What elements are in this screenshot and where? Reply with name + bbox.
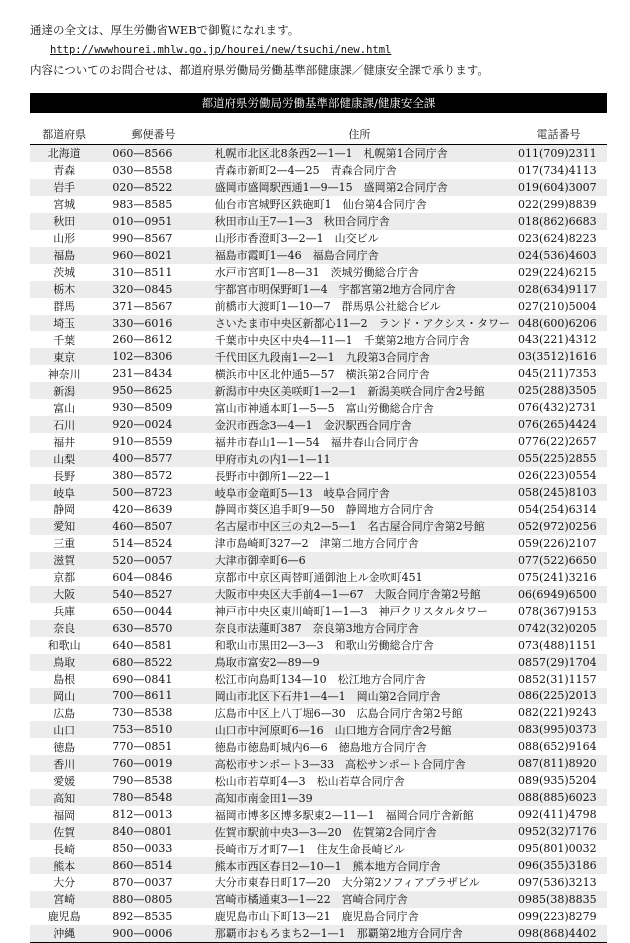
table-row — [30, 213, 607, 230]
phone-cell: 078(367)9153 — [518, 604, 597, 618]
phone-cell: 076(432)2731 — [518, 401, 597, 415]
prefecture-cell: 栃木 — [30, 281, 98, 298]
table-row — [30, 552, 607, 569]
postal-code-cell: 690—0841 — [112, 672, 173, 686]
address-cell: 大阪市中央区大手前4—1—67 大阪合同庁舎第2号館 — [209, 586, 510, 603]
prefecture-cell: 東京 — [30, 348, 98, 365]
address-cell: 長野市中御所1—22—1 — [214, 469, 331, 483]
prefecture-cell: 京都 — [53, 571, 76, 585]
address-cell: 千代田区九段南1—2—1 九段第3合同庁舎 — [209, 348, 510, 365]
prefecture-cell: 埼玉 — [30, 315, 98, 332]
phone-cell: 073(488)1151 — [518, 638, 597, 652]
table-row — [30, 620, 607, 637]
prefecture-cell: 高知 — [30, 789, 98, 806]
address-cell: 札幌市北区北8条西2—1—1 札幌第1合同庁舎 — [209, 145, 510, 162]
address-cell: 前橋市大渡町1—10—7 群馬県公社総合ビル — [214, 300, 441, 314]
table-row — [30, 925, 607, 942]
table-row — [30, 399, 607, 416]
postal-code-cell: 850—0033 — [112, 842, 173, 856]
address-cell: 津市島崎町327—2 津第二地方合同庁舎 — [214, 537, 419, 551]
postal-code-cell: 630—8570 — [98, 620, 208, 637]
address-cell: 秋田市山王7—1—3 秋田合同庁舎 — [209, 213, 510, 230]
table-row — [30, 535, 607, 552]
prefecture-cell: 鳥取 — [30, 654, 98, 671]
postal-code-cell: 790—8538 — [112, 774, 173, 788]
postal-code-cell: 900—0006 — [98, 925, 208, 942]
header-phone: 電話番号 — [536, 128, 581, 141]
table-row — [30, 704, 607, 721]
address-cell: 福島市霞町1—46 福島合同庁舎 — [209, 247, 510, 264]
address-cell: 山口市中河原町6—16 山口地方合同庁舎2号館 — [209, 721, 510, 738]
phone-cell: 087(811)8920 — [510, 755, 607, 772]
phone-cell: 096(355)3186 — [510, 857, 607, 874]
address-cell: 高松市サンポート3—33 高松サンポート合同庁舎 — [209, 755, 510, 772]
address-cell: 松江市向島町134—10 松江地方合同庁舎 — [214, 673, 426, 687]
prefecture-cell: 福井 — [53, 435, 76, 449]
prefecture-cell: 愛媛 — [53, 774, 76, 788]
prefecture-cell: 山形 — [53, 232, 76, 246]
prefecture-cell: 岐阜 — [30, 484, 98, 501]
prefecture-cell: 群馬 — [53, 300, 76, 314]
phone-cell: 098(868)4402 — [510, 925, 607, 942]
postal-code-cell: 640—8581 — [112, 638, 173, 652]
postal-code-cell: 770—0851 — [112, 740, 173, 754]
intro-line-inquiry: 内容についてのお問合せは、都道府県労働局労働基準部健康課／健康安全課で承ります。 — [30, 63, 489, 77]
address-cell: 千葉市中央区中央4—11—1 千葉第2地方合同庁舎 — [214, 333, 470, 347]
postal-code-cell: 753—8510 — [98, 721, 208, 738]
table-row — [30, 569, 607, 586]
phone-cell: 089(935)5204 — [518, 774, 597, 788]
phone-cell: 019(604)3007 — [510, 179, 607, 196]
postal-code-cell: 950—8625 — [98, 382, 208, 399]
prefecture-cell: 青森 — [53, 164, 76, 178]
prefecture-cell: 愛知 — [30, 518, 98, 535]
table-row — [30, 247, 607, 264]
phone-cell: 092(411)4798 — [518, 808, 597, 822]
prefecture-cell: 熊本 — [30, 857, 98, 874]
table-row — [30, 721, 607, 738]
table-title: 都道府県労働局労働基準部健康課/健康安全課 — [30, 93, 607, 113]
phone-cell: 054(254)6314 — [518, 502, 597, 516]
postal-code-cell: 520—0057 — [98, 552, 208, 569]
prefecture-cell: 大阪 — [30, 586, 98, 603]
address-cell: 岡山市北区下石井1—4—1 岡山第2合同庁舎 — [209, 688, 510, 705]
prefecture-cell: 岩手 — [30, 179, 98, 196]
table-row — [30, 281, 607, 298]
prefecture-cell: 神奈川 — [47, 367, 81, 381]
phone-cell: 086(225)2013 — [510, 688, 607, 705]
phone-cell: 097(536)3213 — [518, 875, 597, 889]
postal-code-cell: 840—0801 — [98, 823, 208, 840]
prefecture-cell: 福岡 — [53, 808, 76, 822]
address-cell: 横浜市中区北仲通5—57 横浜第2合同庁舎 — [214, 367, 430, 381]
prefecture-cell: 岡山 — [30, 688, 98, 705]
postal-code-cell: 910—8559 — [112, 435, 173, 449]
table-row — [30, 315, 607, 332]
table-row — [30, 196, 607, 213]
postal-code-cell: 870—0037 — [112, 875, 173, 889]
table-row — [30, 654, 607, 671]
phone-cell: 095(801)0032 — [518, 842, 597, 856]
prefecture-cell: 宮崎 — [30, 891, 98, 908]
postal-code-cell: 730—8538 — [112, 706, 173, 720]
address-cell: 松山市若草町4—3 松山若草合同庁舎 — [214, 774, 405, 788]
prefecture-cell: 徳島 — [53, 740, 76, 754]
postal-code-cell: 920—0024 — [98, 416, 208, 433]
address-cell: 青森市新町2—4—25 青森合同庁舎 — [214, 164, 397, 178]
table-row — [30, 501, 607, 518]
phone-cell: 0857(29)1704 — [510, 654, 607, 671]
postal-code-cell: 320—0845 — [98, 281, 208, 298]
address-cell: 福井市春山1—1—54 福井春山合同庁舎 — [214, 435, 419, 449]
office-table — [30, 124, 607, 943]
postal-code-cell: 650—0044 — [112, 604, 173, 618]
postal-code-cell: 860—8514 — [98, 857, 208, 874]
prefecture-cell: 静岡 — [53, 503, 76, 517]
address-cell: 那覇市おもろまち2—1—1 那覇第2地方合同庁舎 — [209, 925, 510, 942]
phone-cell: 058(245)8103 — [510, 484, 607, 501]
postal-code-cell: 892—8535 — [112, 909, 173, 923]
postal-code-cell: 260—8612 — [112, 333, 173, 347]
table-row — [30, 772, 607, 789]
table-row — [30, 637, 607, 654]
prefecture-cell: 沖縄 — [30, 925, 98, 942]
phone-cell: 0985(38)8835 — [510, 891, 607, 908]
phone-cell: 0952(32)7176 — [510, 823, 607, 840]
prefecture-cell: 兵庫 — [53, 605, 76, 619]
postal-code-cell: 420—8639 — [112, 502, 173, 516]
phone-cell: 043(221)4312 — [518, 333, 597, 347]
phone-cell: 025(288)3505 — [510, 382, 607, 399]
address-cell: 鹿児島市山下町13—21 鹿児島合同庁舎 — [214, 910, 419, 924]
phone-cell: 028(634)9117 — [510, 281, 607, 298]
prefecture-cell: 宮城 — [53, 198, 76, 212]
notice-url-link[interactable]: http://wwwhourei.mhlw.go.jp/hourei/new/tsuchi/new.html — [50, 44, 392, 56]
address-cell: 仙台市宮城野区鉄砲町1 仙台第4合同庁舎 — [214, 198, 427, 212]
prefecture-cell: 滋賀 — [30, 552, 98, 569]
address-cell: 熊本市西区春日2—10—1 熊本地方合同庁舎 — [209, 857, 510, 874]
address-cell: 宮崎市橘通東3—1—22 宮崎合同庁舎 — [209, 891, 510, 908]
postal-code-cell: 330—6016 — [98, 315, 208, 332]
postal-code-cell: 102—8306 — [98, 348, 208, 365]
phone-cell: 011(709)2311 — [510, 145, 607, 162]
prefecture-cell: 奈良 — [30, 620, 98, 637]
postal-code-cell: 514—8524 — [112, 536, 173, 550]
phone-cell: 059(226)2107 — [518, 536, 597, 550]
address-cell: 和歌山市黒田2—3—3 和歌山労働総合庁舎 — [214, 639, 434, 653]
phone-cell: 0852(31)1157 — [518, 672, 597, 686]
address-cell: 宇都宮市明保野町1—4 宇都宮第2地方合同庁舎 — [209, 281, 510, 298]
prefecture-cell: 島根 — [53, 673, 76, 687]
phone-cell: 024(536)4603 — [510, 247, 607, 264]
table-row — [30, 840, 607, 857]
prefecture-cell: 富山 — [53, 401, 76, 415]
postal-code-cell: 540—8527 — [98, 586, 208, 603]
table-row — [30, 230, 607, 247]
phone-cell: 018(862)6683 — [510, 213, 607, 230]
address-cell: さいたま市中央区新都心11—2 ランド・アクシス・タワー — [209, 315, 510, 332]
address-cell: 奈良市法蓮町387 奈良第3地方合同庁舎 — [209, 620, 510, 637]
phone-cell: 088(652)9164 — [518, 740, 597, 754]
table-row — [30, 382, 607, 399]
table-row — [30, 145, 607, 162]
address-cell: 広島市中区上八丁堀6—30 広島合同庁舎第2号館 — [214, 706, 463, 720]
phone-cell: 06(6949)6500 — [510, 586, 607, 603]
table-row — [30, 755, 607, 772]
postal-code-cell: 310—8511 — [112, 265, 173, 279]
table-row — [30, 603, 607, 620]
phone-cell: 026(223)0554 — [518, 469, 597, 483]
phone-cell: 075(241)3216 — [518, 570, 597, 584]
prefecture-cell: 茨城 — [53, 266, 76, 280]
phone-cell: 076(265)4424 — [510, 416, 607, 433]
prefecture-cell: 石川 — [30, 416, 98, 433]
phone-cell: 099(223)8279 — [518, 909, 597, 923]
postal-code-cell: 812—0013 — [112, 808, 173, 822]
prefecture-cell: 鹿児島 — [47, 910, 81, 924]
intro-line-web: 通達の全文は、厚生労働省WEBで御覧になれます。 — [30, 23, 300, 37]
prefecture-cell: 佐賀 — [30, 823, 98, 840]
postal-code-cell: 030—8558 — [112, 163, 173, 177]
phone-cell: 029(224)6215 — [518, 265, 597, 279]
postal-code-cell: 400—8577 — [98, 450, 208, 467]
phone-cell: 088(885)6023 — [510, 789, 607, 806]
phone-cell: 03(3512)1616 — [510, 348, 607, 365]
postal-code-cell: 880—0805 — [98, 891, 208, 908]
address-cell: 新潟市中央区美咲町1—2—1 新潟美咲合同庁舎2号館 — [209, 382, 510, 399]
table-row — [30, 688, 607, 705]
table-row — [30, 162, 607, 179]
table-row — [30, 484, 607, 501]
postal-code-cell: 500—8723 — [98, 484, 208, 501]
postal-code-cell: 380—8572 — [112, 469, 173, 483]
prefecture-cell: 千葉 — [53, 333, 76, 347]
postal-code-cell: 780—8548 — [98, 789, 208, 806]
prefecture-cell: 秋田 — [30, 213, 98, 230]
table-row — [30, 298, 607, 315]
header-address: 住所 — [348, 128, 371, 141]
prefecture-cell: 和歌山 — [47, 639, 81, 653]
phone-cell: 048(600)6206 — [510, 315, 607, 332]
table-row — [30, 908, 607, 925]
prefecture-cell: 香川 — [30, 755, 98, 772]
table-row — [30, 806, 607, 823]
table-row — [30, 586, 607, 603]
address-cell: 山形市香澄町3—2—1 山交ビル — [214, 232, 379, 246]
table-row — [30, 738, 607, 755]
postal-code-cell: 930—8509 — [112, 401, 173, 415]
table-row — [30, 348, 607, 365]
prefecture-cell: 新潟 — [30, 382, 98, 399]
prefecture-cell: 広島 — [53, 706, 76, 720]
phone-cell: 022(299)8839 — [518, 197, 597, 211]
table-row — [30, 823, 607, 840]
postal-code-cell: 680—8522 — [98, 654, 208, 671]
address-cell: 大分市東春日町17—20 大分第2ソフィアプラザビル — [214, 876, 480, 890]
postal-code-cell: 371—8567 — [112, 299, 173, 313]
address-cell: 長崎市万才町7—1 住友生命長崎ビル — [214, 842, 405, 856]
table-row — [30, 365, 607, 382]
phone-cell: 052(972)0256 — [510, 518, 607, 535]
address-cell: 大津市御幸町6—6 — [209, 552, 510, 569]
address-cell: 鳥取市富安2—89—9 — [209, 654, 510, 671]
table-row — [30, 671, 607, 688]
address-cell: 福岡市博多区博多駅東2—11—1 福岡合同庁舎新館 — [214, 808, 474, 822]
table-row — [30, 789, 607, 806]
postal-code-cell: 460—8507 — [98, 518, 208, 535]
table-row — [30, 467, 607, 484]
address-cell: 神戸市中央区東川崎町1—1—3 神戸クリスタルタワー — [214, 605, 489, 619]
table-header-row — [30, 124, 607, 145]
phone-cell: 083(995)0373 — [510, 721, 607, 738]
postal-code-cell: 700—8611 — [98, 688, 208, 705]
address-cell: 水戸市宮町1—8—31 茨城労働総合庁舎 — [214, 266, 419, 280]
prefecture-cell: 山口 — [30, 721, 98, 738]
table-row — [30, 179, 607, 196]
address-cell: 富山市神通本町1—5—5 富山労働総合庁舎 — [214, 401, 434, 415]
phone-cell: 023(624)8223 — [518, 231, 597, 245]
postal-code-cell: 990—8567 — [112, 231, 173, 245]
postal-code-cell: 060—8566 — [98, 145, 208, 162]
prefecture-cell: 山梨 — [30, 450, 98, 467]
address-cell: 佐賀市駅前中央3—3—20 佐賀第2合同庁舎 — [209, 823, 510, 840]
postal-code-cell: 983—8585 — [112, 197, 173, 211]
prefecture-cell: 長野 — [53, 469, 76, 483]
phone-cell: 055(225)2855 — [510, 450, 607, 467]
address-cell: 甲府市丸の内1—1—11 — [209, 450, 510, 467]
prefecture-cell: 長崎 — [53, 842, 76, 856]
table-row — [30, 264, 607, 281]
table-body — [30, 145, 607, 943]
address-cell: 金沢市西念3—4—1 金沢駅西合同庁舎 — [209, 416, 510, 433]
phone-cell: 045(211)7353 — [518, 367, 597, 381]
intro-text — [30, 20, 489, 80]
postal-code-cell: 020—8522 — [98, 179, 208, 196]
address-cell: 岐阜市金竜町5—13 岐阜合同庁舎 — [209, 484, 510, 501]
address-cell: 京都市中京区両替町通御池上ル金吹町451 — [214, 571, 423, 585]
table-row — [30, 416, 607, 433]
phone-cell: 027(210)5004 — [518, 299, 597, 313]
address-cell: 静岡市葵区追手町9—50 静岡地方合同庁舎 — [214, 503, 434, 517]
table-row — [30, 857, 607, 874]
address-cell: 高知市南金田1—39 — [209, 789, 510, 806]
postal-code-cell: 010—0951 — [98, 213, 208, 230]
phone-cell: 077(522)6650 — [510, 552, 607, 569]
table-row — [30, 450, 607, 467]
table-row — [30, 874, 607, 891]
prefecture-cell: 北海道 — [30, 145, 98, 162]
prefecture-cell: 大分 — [53, 876, 76, 890]
table-row — [30, 433, 607, 450]
address-cell: 名古屋市中区三の丸2—5—1 名古屋合同庁舎第2号館 — [209, 518, 510, 535]
prefecture-cell: 三重 — [53, 537, 76, 551]
phone-cell: 017(734)4113 — [518, 163, 597, 177]
postal-code-cell: 231—8434 — [112, 367, 173, 381]
address-cell: 盛岡市盛岡駅西通1—9—15 盛岡第2合同庁舎 — [209, 179, 510, 196]
table-row — [30, 891, 607, 908]
prefecture-cell: 福島 — [30, 247, 98, 264]
phone-cell: 0742(32)0205 — [510, 620, 607, 637]
table-row — [30, 518, 607, 535]
postal-code-cell: 760—0019 — [98, 755, 208, 772]
postal-code-cell: 604—0846 — [112, 570, 173, 584]
phone-cell: 0776(22)2657 — [518, 435, 597, 449]
postal-code-cell: 960—8021 — [98, 247, 208, 264]
address-cell: 徳島市徳島町城内6—6 徳島地方合同庁舎 — [214, 740, 427, 754]
header-postal-code: 郵便番号 — [131, 128, 176, 141]
header-prefecture: 都道府県 — [42, 128, 87, 141]
phone-cell: 082(221)9243 — [518, 706, 597, 720]
table-row — [30, 331, 607, 348]
